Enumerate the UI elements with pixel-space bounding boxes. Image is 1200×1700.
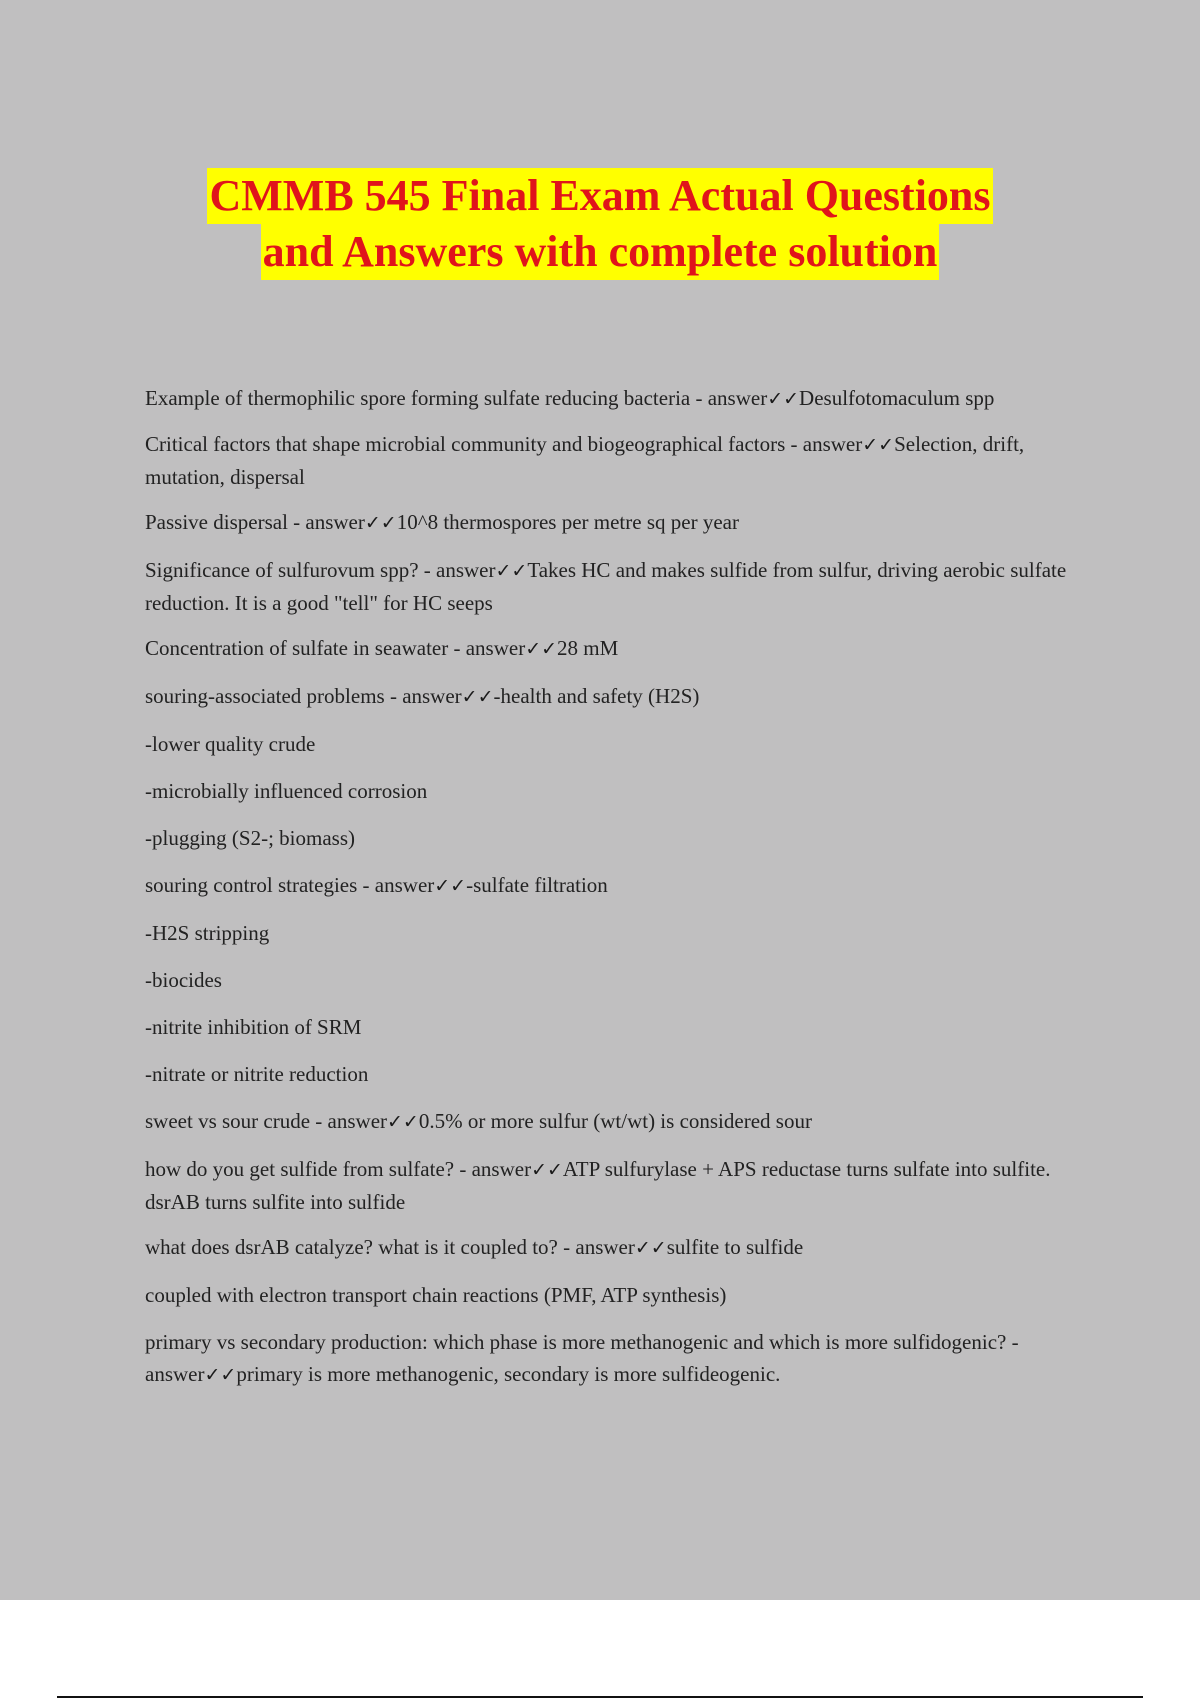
answer-text: Desulfotomaculum spp [799,386,995,410]
qa-continuation: coupled with electron transport chain reactions (PMF, ATP synthesis) [145,1283,727,1307]
question-text: what does dsrAB catalyze? what is it coupled to? - answer [145,1235,635,1259]
answer-text: 0.5% or more sulfur (wt/wt) is considered sour [418,1109,812,1133]
qa-list [145,382,1090,1404]
qa-continuation: -microbially influenced corrosion [145,779,428,803]
answer-text: sulfite to sulfide [666,1235,804,1259]
qa-item [145,1326,1090,1391]
question-text: Concentration of sulfate in seawater - answer [145,636,526,660]
answer-text: Takes HC and makes sulfide from sulfur, driving aerobic sulfate reduction. It is a good "tell" for HC seeps [145,558,1067,615]
qa-item [145,382,1090,415]
answer-text: -health and safety (H2S) [493,684,700,708]
check-icon: ✓✓ [767,388,800,410]
qa-continuation: -nitrate or nitrite reduction [145,1062,369,1086]
answer-text: primary is more methanogenic, secondary is more sulfideogenic. [236,1362,781,1386]
check-icon: ✓✓ [204,1364,237,1386]
check-icon: ✓✓ [364,512,397,534]
question-text: Example of thermophilic spore forming sulfate reducing bacteria - answer [145,386,768,410]
answer-text: 10^8 thermospores per metre sq per year [396,510,739,534]
question-text: souring-associated problems - answer [145,684,462,708]
qa-continuation: -H2S stripping [145,921,270,945]
qa-continuation: -nitrite inhibition of SRM [145,1015,362,1039]
check-icon: ✓✓ [434,875,467,897]
check-icon: ✓✓ [862,434,895,456]
qa-item [145,632,1090,665]
question-text: primary vs secondary production: which phase is more methanogenic and which is more sulfidogenic? - answer [145,1330,1019,1386]
answer-text: Selection, drift, mutation, dispersal [145,432,1025,489]
question-text: how do you get sulfide from sulfate? - answer [145,1157,532,1181]
title-line-2: and Answers with complete solution [261,224,940,280]
check-icon: ✓✓ [495,560,528,582]
question-text: Passive dispersal - answer [145,510,365,534]
document-title [0,168,1200,280]
qa-item [145,680,1090,713]
qa-item [145,1105,1090,1138]
qa-item [145,1231,1090,1264]
question-text: Critical factors that shape microbial community and biogeographical factors - answer [145,432,863,456]
answer-text: -sulfate filtration [466,873,608,897]
check-icon: ✓✓ [387,1111,419,1133]
qa-item [145,506,1090,539]
qa-continuation: -biocides [145,968,222,992]
answer-text: 28 mM [557,636,619,660]
qa-item [145,554,1090,619]
qa-continuation: -lower quality crude [145,732,316,756]
answer-text: ATP sulfurylase + APS reductase turns sulfate into sulfite. dsrAB turns sulfite into sulfide [145,1157,1051,1214]
question-text: souring control strategies - answer [145,873,435,897]
question-text: Significance of sulfurovum spp? - answer [145,558,496,582]
qa-continuation: -plugging (S2-; biomass) [145,826,355,850]
check-icon: ✓✓ [461,686,494,708]
question-text: sweet vs sour crude - answer [145,1109,388,1133]
check-icon: ✓✓ [531,1159,563,1181]
check-icon: ✓✓ [525,638,558,660]
title-line-1: CMMB 545 Final Exam Actual Questions [207,168,992,224]
check-icon: ✓✓ [634,1237,667,1259]
qa-item [145,428,1090,493]
footer-divider [57,1696,1143,1698]
qa-item [145,869,1090,902]
qa-item [145,1153,1090,1218]
